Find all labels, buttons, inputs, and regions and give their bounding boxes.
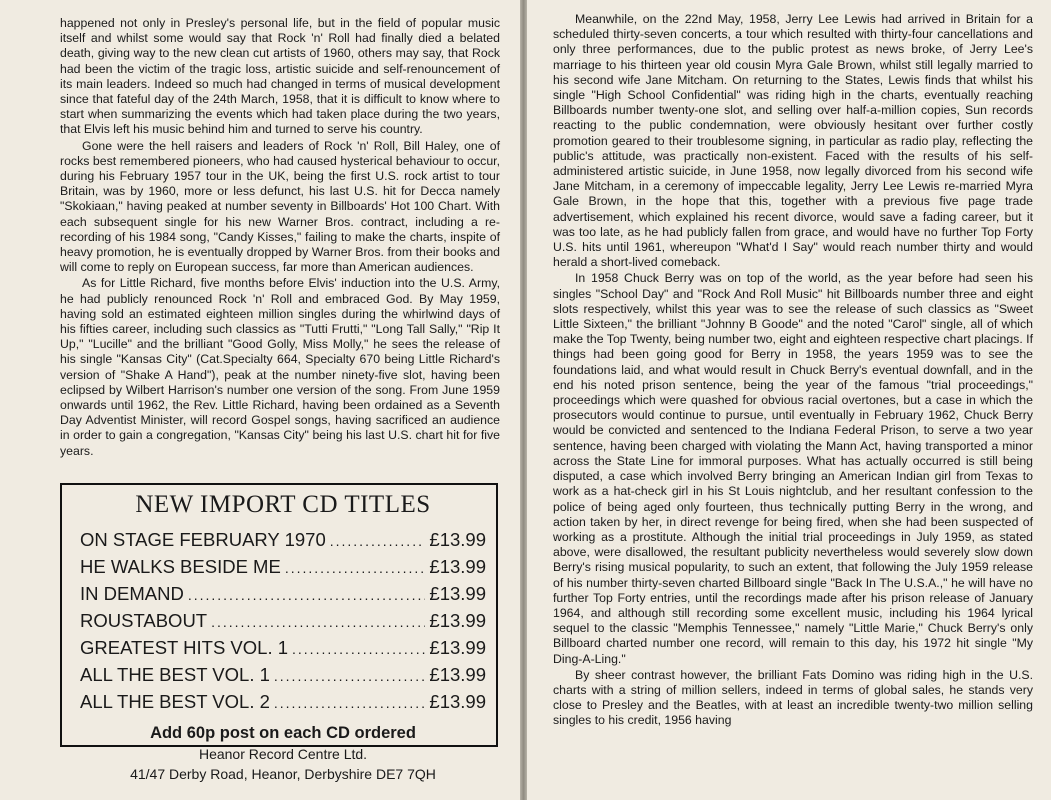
right-page-text (553, 12, 1033, 729)
paragraph: Meanwhile, on the 22nd May, 1958, Jerry Lee Lewis had arrived in Britain for a scheduled thirty-seven concerts, a tour which resulted with thirty-four cancellations and only three performances, due to the public protest as news broke, of Jerry Lee's marriage to his thirteen year old cousin Myra Gale Brown, whilst still legally married to his second wife Jane Mitcham. On returning to the States, Lewis finds that whilst his single "High School Confidential" was riding high in the charts, eventually reaching Billboards number twenty-one slot, and selling over half-a-million copies, Sun records reacting to the public condemnation, were obviously hesitant over further costly promotion geared to their troublesome signing, in particular as radio play, reflecting the public's attitude, was practically non-existent. Faced with the results of his self-administered artistic suicide, in June 1958, now legally divorced from his second wife Jane Mitcham, in a ceremony of impeccable legality, Jerry Lee Lewis re-married Myra Gale Brown, in the hope that this, together with a previous five page trade advertisement, which explained his recent divorce, would save a fading career, but it was too late, as he had publicly fallen from grace, and would have no further Top Forty U.S. hits until 1961, whereupon "What'd I Say" would reach number thirty and would herald a short-lived comeback. (553, 12, 1033, 270)
ad-item (80, 608, 486, 635)
paragraph: Gone were the hell raisers and leaders of Rock 'n' Roll, Bill Haley, one of rocks best remembered pioneers, who had caused hysterical behaviour to occur, during his February 1957 tour in the UK, being the first U.S. rock artist to tour Britain, was by 1960, more or less defunct, his last U.S. hit for Decca namely "Skokiaan," having peaked at number seventy in Billboards' Hot 100 Chart. With each subsequent single for his new Warner Bros. contract, including a re-recording of his 1984 song, "Candy Kisses," failing to make the charts, inspite of heavy promotion, he is eventually dropped by Warner Bros. from their books and will come to reply on European success, far more than American audiences. (60, 138, 500, 275)
cd-advertisement (60, 483, 498, 782)
dot-leader (274, 689, 426, 716)
ad-item-title: ALL THE BEST VOL. 2 (80, 691, 270, 712)
ad-item-title: IN DEMAND (80, 583, 184, 604)
ad-shop-address: 41/47 Derby Road, Heanor, Derbyshire DE7 7QH (130, 766, 436, 782)
ad-item (80, 527, 486, 554)
dot-leader (285, 554, 426, 581)
ad-item-price: £13.99 (429, 556, 486, 577)
book-gutter (520, 0, 527, 800)
ad-item (80, 554, 486, 581)
ad-item-price: £13.99 (429, 637, 486, 658)
paragraph: happened not only in Presley's personal life, but in the field of popular music itself and whilst some would say that Rock 'n' Roll had finally died a belated death, giving way to the new clean cut artists of 1960, others may say, that Rock had been the victim of the tragic loss, artistic suicide and self-renouncement of its main leaders. Indeed so much had changed in terms of musical development since that fateful day of the 24th March, 1958, that it is difficult to know where to start when summarizing the events which had taken place during the two years, that Elvis left his music behind him and turned to serve his country. (60, 16, 500, 137)
ad-title: NEW IMPORT CD TITLES (135, 491, 431, 518)
ad-shop-name: Heanor Record Centre Ltd. (198, 746, 368, 762)
ad-item-title: GREATEST HITS VOL. 1 (80, 637, 289, 658)
dot-leader (211, 608, 425, 635)
ad-item (80, 662, 486, 689)
ad-item (80, 635, 486, 662)
dot-leader (274, 662, 426, 689)
paragraph: As for Little Richard, five months before Elvis' induction into the U.S. Army, he had publicly renounced Rock 'n' Roll and embraced God. By May 1959, having sold an estimated eighteen million singles during the whirlwind days of his fifties career, including such classics as "Tutti Frutti," "Long Tall Sally," "Rip It Up," "Lucille" and the brilliant "Good Golly, Miss Molly," he sees the release of his single "Kansas City" (Cat.Specialty 664, Specialty 670 being Little Richard's version of "Shake A Hand"), peak at the number ninety-five slot, having been eclipsed by Wilbert Harrison's number one version of the song. From June 1959 onwards until 1962, the Rev. Little Richard, having been ordained as a Seventh Day Adventist Minister, will record Gospel songs, having sacrificed an audience in order to gain a congregation, "Kansas City" being his last U.S. chart hit for five years. (60, 276, 500, 458)
paragraph: By sheer contrast however, the brilliant Fats Domino was riding high in the U.S. charts with a string of million sellers, indeed in terms of global sales, he stands very close to Presley and the Beatles, with at least an incredible twenty-two million selling singles to his credit, 1956 having (553, 667, 1033, 728)
ad-item (80, 689, 486, 716)
paragraph: In 1958 Chuck Berry was on top of the world, as the year before had seen his singles "School Day" and "Rock And Roll Music" hit Billboards number three and eight slots respectively, whilst this year was to see the release of such classics as "Sweet Little Sixteen," the brilliant "Johnny B Goode" and the noted "Carol" single, all of which make the Top Twenty, being number two, eight and eighteen respective chart placings. If things had been going good for Berry in 1958, the years 1959 was to see the foundations laid, and what would result in Chuck Berry's eventual downfall, and in the end his noted prison sentence, being the year of the famous "trial proceedings," proceedings which were quashed for obvious racial overtones, but a case in which the prosecutors would continue to pursue, until eventually in February 1962, Chuck Berry would be convicted and sentenced to the Indiana Federal Prison, to serve a two year sentence, having been charged with violating the Mann Act, having transported a minor across the State Line for immoral purposes. What has actually occurred is still being disputed, a case which involved Berry bringing an American Indian girl from Texas to work as a hat-check girl in his St Louis nightclub, and her resultant confession to the police of being aged only fourteen, thus technically putting Berry in the wrong, and action taken by her, in direct revenge for being fired, when she had been suspected of working as a prostitute. Although the initial trial proceedings in July 1959, as stated above, were disallowed, the resultant publicity nevertheless would severely slow down Berry's rising musical popularity, to such an extent, that following the July 1959 release of his number thirty-seven charted Billboard single "Back In The U.S.A.," he will have no further Top Forty entries, until the recordings made after his prison release of January 1964, and although still recording some excellent music, including his 1964 lyrical sequel to the classic "Memphis Tennessee," namely "Little Marie," Chuck Berry's only Billboard charted number one record, will remain to this day, his 1972 hit single "My Ding-A-Ling." (553, 271, 1033, 666)
dot-leader (292, 635, 425, 662)
ad-item-price: £13.99 (429, 610, 486, 631)
ad-item-title: ROUSTABOUT (80, 610, 208, 631)
ad-item-price: £13.99 (429, 691, 486, 712)
ad-postage-note: Add 60p post on each CD ordered (150, 724, 416, 742)
ad-item-title: ON STAGE FEBRUARY 1970 (80, 529, 326, 550)
left-page-text (60, 16, 500, 459)
dot-leader (188, 581, 426, 608)
ad-item-title: ALL THE BEST VOL. 1 (80, 664, 270, 685)
ad-item-title: HE WALKS BESIDE ME (80, 556, 281, 577)
ad-item-price: £13.99 (429, 583, 486, 604)
ad-item-price: £13.99 (429, 529, 486, 550)
right-page (527, 0, 1051, 800)
dot-leader (330, 527, 426, 554)
ad-item (80, 581, 486, 608)
ad-item-price: £13.99 (429, 664, 486, 685)
